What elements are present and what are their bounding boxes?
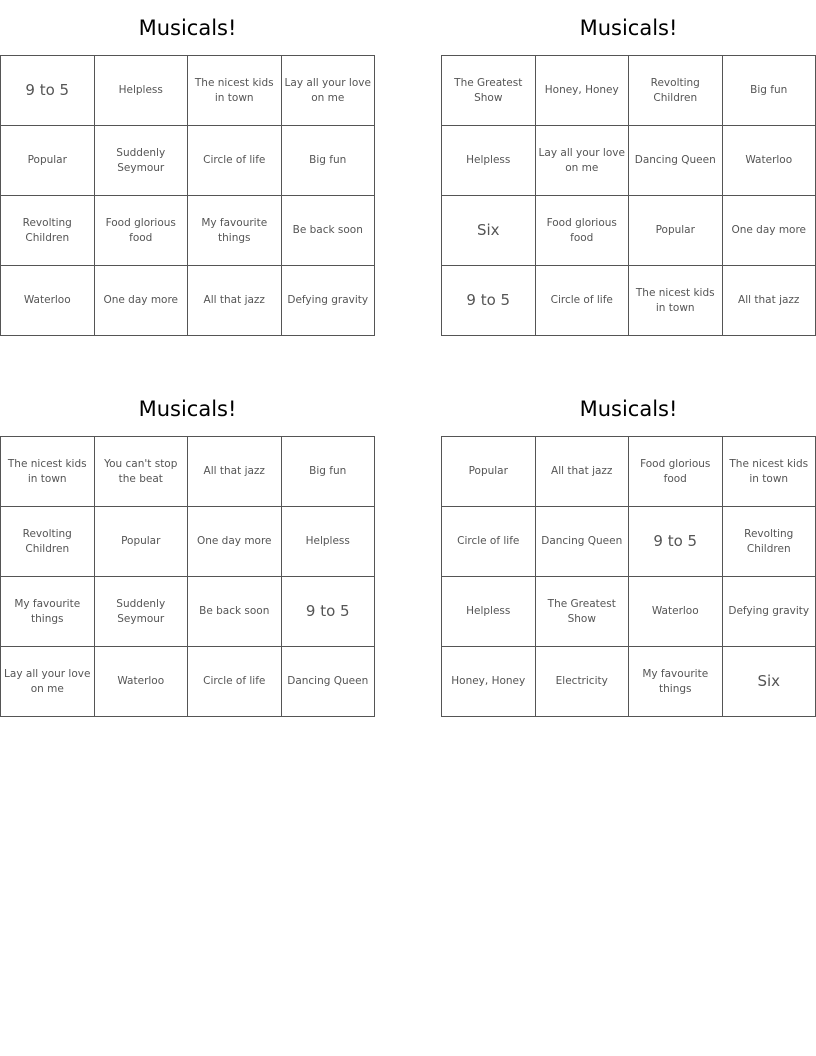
bingo-cell: 9 to 5	[1, 56, 95, 126]
bingo-cell: Lay all your love on me	[536, 126, 630, 196]
bingo-card-3	[0, 381, 375, 695]
bingo-cell: Circle of life	[442, 507, 536, 577]
bingo-cell: Food glorious food	[629, 437, 723, 507]
bingo-cell: All that jazz	[188, 266, 282, 336]
bingo-cell: Waterloo	[629, 577, 723, 647]
bingo-cell: Lay all your love on me	[282, 56, 376, 126]
bingo-cell: Waterloo	[723, 126, 816, 196]
bingo-cell: Circle of life	[536, 266, 630, 336]
bingo-cell: 9 to 5	[282, 577, 376, 647]
bingo-cell: Waterloo	[95, 647, 189, 717]
bingo-cell: The Greatest Show	[442, 56, 536, 126]
bingo-cell: Electricity	[536, 647, 630, 717]
bingo-cell: One day more	[188, 507, 282, 577]
bingo-grid	[441, 436, 816, 717]
bingo-cell: Helpless	[442, 577, 536, 647]
bingo-cell: Big fun	[282, 126, 376, 196]
bingo-cell: The nicest kids in town	[1, 437, 95, 507]
bingo-cell: Suddenly Seymour	[95, 126, 189, 196]
bingo-cell: Revolting Children	[1, 196, 95, 266]
bingo-cell: Honey, Honey	[536, 56, 630, 126]
bingo-cell: Popular	[95, 507, 189, 577]
bingo-cell: Food glorious food	[95, 196, 189, 266]
bingo-grid	[0, 55, 375, 336]
bingo-cell: Food glorious food	[536, 196, 630, 266]
bingo-cell: Revolting Children	[723, 507, 816, 577]
bingo-cell: Six	[723, 647, 816, 717]
bingo-cell: Waterloo	[1, 266, 95, 336]
bingo-grid	[0, 436, 375, 717]
bingo-cell: Big fun	[723, 56, 816, 126]
bingo-cell: Be back soon	[188, 577, 282, 647]
bingo-cell: Lay all your love on me	[1, 647, 95, 717]
bingo-card-1	[0, 0, 375, 306]
card-title: Musicals!	[138, 397, 237, 421]
bingo-cell: The nicest kids in town	[629, 266, 723, 336]
bingo-cell: Revolting Children	[1, 507, 95, 577]
bingo-cell: Defying gravity	[723, 577, 816, 647]
bingo-cell: Honey, Honey	[442, 647, 536, 717]
bingo-cell: Six	[442, 196, 536, 266]
bingo-cell: Defying gravity	[282, 266, 376, 336]
bingo-cell: Suddenly Seymour	[95, 577, 189, 647]
card-title: Musicals!	[138, 16, 237, 40]
bingo-cell: Dancing Queen	[629, 126, 723, 196]
bingo-cell: One day more	[95, 266, 189, 336]
bingo-cell: All that jazz	[536, 437, 630, 507]
bingo-cell: The nicest kids in town	[723, 437, 816, 507]
bingo-cell: My favourite things	[188, 196, 282, 266]
bingo-cell: The Greatest Show	[536, 577, 630, 647]
card-title: Musicals!	[579, 397, 678, 421]
bingo-cell: Be back soon	[282, 196, 376, 266]
bingo-cell: My favourite things	[1, 577, 95, 647]
bingo-card-2	[441, 0, 816, 314]
bingo-cell: All that jazz	[723, 266, 816, 336]
bingo-cell: Popular	[629, 196, 723, 266]
bingo-cell: Big fun	[282, 437, 376, 507]
bingo-cell: Revolting Children	[629, 56, 723, 126]
bingo-cell: Circle of life	[188, 647, 282, 717]
bingo-card-4	[441, 381, 816, 695]
bingo-cell: Helpless	[95, 56, 189, 126]
bingo-cell: Popular	[1, 126, 95, 196]
bingo-cell: Helpless	[282, 507, 376, 577]
bingo-cell: Popular	[442, 437, 536, 507]
bingo-grid	[441, 55, 816, 336]
bingo-cell: Dancing Queen	[282, 647, 376, 717]
bingo-cell: Dancing Queen	[536, 507, 630, 577]
bingo-cell: Circle of life	[188, 126, 282, 196]
bingo-cell: One day more	[723, 196, 816, 266]
bingo-cell: You can't stop the beat	[95, 437, 189, 507]
bingo-cell: 9 to 5	[629, 507, 723, 577]
bingo-cell: All that jazz	[188, 437, 282, 507]
bingo-cell: My favourite things	[629, 647, 723, 717]
bingo-cell: The nicest kids in town	[188, 56, 282, 126]
bingo-cell: Helpless	[442, 126, 536, 196]
bingo-cell: 9 to 5	[442, 266, 536, 336]
card-title: Musicals!	[579, 16, 678, 40]
